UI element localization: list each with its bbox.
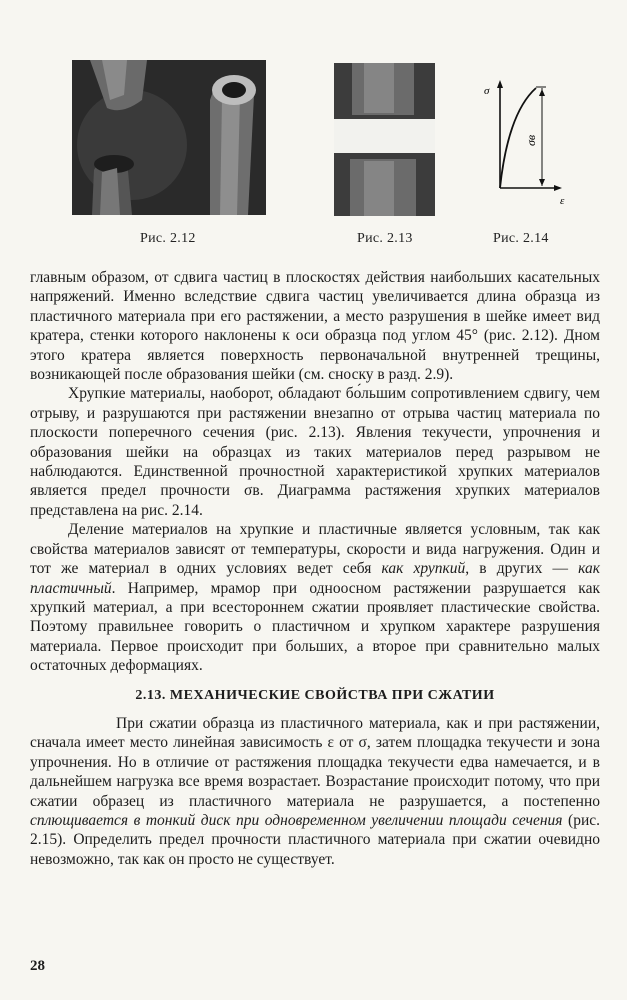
paragraph-2: Хрупкие материалы, наоборот, обладают бо́льшим сопротивлением сдвигу, чем отрыву, и разрушаются при растяжении внезапно от отрыва частиц материала по плоскости поперечного сечения (рис. 2.13). Явления текучести, упрочнения и образования шейки на образцах из таких материалов перед разрывом не наблюдаются. Единственной прочностной характеристикой хрупких материалов является предел прочности σв. Диаграмма растяжения хрупких материалов представлена на рис. 2.14.	[30, 385, 600, 519]
page-number: 28	[30, 958, 45, 974]
x-axis-label: ε	[560, 195, 565, 207]
paragraph-3-emphasis-1: как хрупкий	[381, 560, 466, 578]
sigma-b-label: σв	[524, 134, 538, 146]
fig-2-14-diagram	[480, 78, 580, 208]
y-axis-arrow-icon	[497, 80, 503, 88]
fig-2-12-photo	[72, 60, 266, 215]
figures-row	[0, 0, 627, 270]
paragraph-1: главным образом, от сдвига частиц в плоскостях действия наибольших касательных напряжений. Именно вследствие сдвига частиц увеличивается длина образца из пластичного материала при его растяжении, а место разрушения в шейке имеет вид кратера, стенки которого наклонены к оси образца под углом 45° (рис. 2.12). Дном этого кратера является поверхность первоначальной внутренней трещины, возникающей после образования шейки (см. сноску в разд. 2.9).	[30, 269, 600, 384]
fig-2-13-photo	[334, 63, 435, 216]
paragraph-3-part-c: . Например, мрамор при одноосном растяжении разрушается как хрупкий материал, а при всестороннем сжатии проявляет пластические свойства. Поэтому правильнее говорить о пластичном и хрупком характере разрушения материала. Первое происходит при больших, а второе при сравнительно малых остаточных деформациях.	[30, 579, 600, 675]
x-axis-arrow-icon	[554, 185, 562, 191]
fig-2-13-caption: Рис. 2.13	[357, 231, 413, 246]
body-text	[30, 268, 600, 869]
paragraph-3	[30, 520, 600, 675]
paragraph-3-part-a: Деление материалов на хрупкие и пластичные является условным, так как свойства материалов зависят от температуры, скорости и вида нагружения. Один и тот же материал в одних условиях ведет себя	[30, 521, 600, 578]
paragraph-3-part-b: , в других —	[465, 560, 579, 578]
fig-2-14-caption: Рис. 2.14	[493, 231, 549, 246]
section-heading: 2.13. МЕХАНИЧЕСКИЕ СВОЙСТВА ПРИ СЖАТИИ	[135, 687, 495, 703]
paragraph-4	[30, 714, 600, 869]
paragraph-4-part-a: При сжатии образца из пластичного материала, как и при растяжении, сначала имеет место линейная зависимость ε от σ, затем площадка текучести и зона упрочнения. Но в отличие от растяжения площадка текучести едва намечается, и в дальнейшем нагрузка все время возрастает. Возрастание происходит потому, что при сжатии образец из пластичного материала не разрушается, а постепенно	[30, 714, 600, 810]
paragraph-4-part-b: (рис. 2.15). Определить предел прочности пластичного материала при сжатии очевидно невозможно, так как он просто не существует.	[30, 811, 600, 868]
paragraph-3-emphasis-2: как пластичный	[30, 560, 600, 597]
y-axis-label: σ	[484, 85, 490, 97]
paragraph-4-emphasis: сплющивается в тонкий диск при одновременном увеличении площади сечения	[30, 811, 563, 829]
fig-2-12-caption: Рис. 2.12	[140, 231, 196, 246]
